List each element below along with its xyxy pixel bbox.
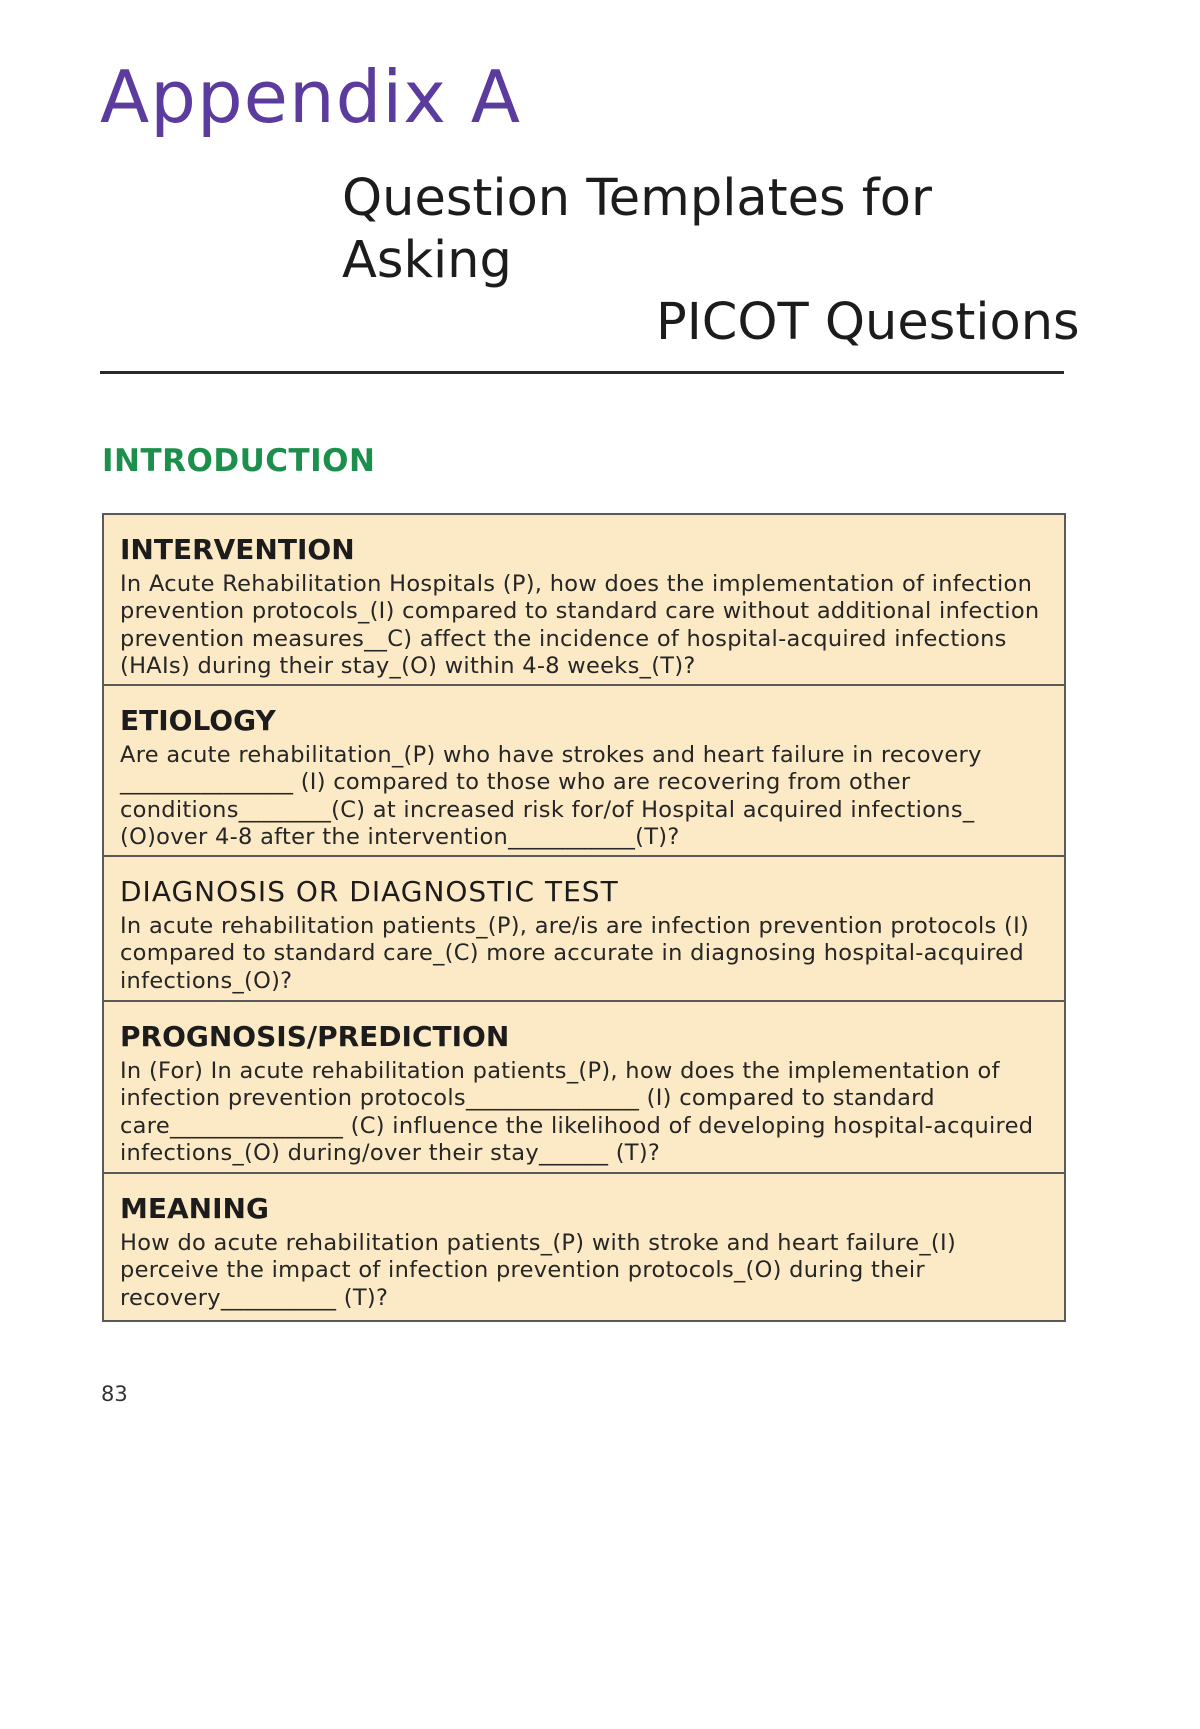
subtitle-line-2: Asking <box>342 231 512 290</box>
template-row-meaning <box>104 1174 1064 1320</box>
appendix-title: Appendix A <box>100 55 522 139</box>
template-text: In acute rehabilitation patients_(P), are/is are infection prevention protocols (I) compared to standard care_(C) more accurate in diagnosing hospital-acquired infections_(O)? <box>120 913 1030 994</box>
page-number: 83 <box>101 1382 128 1406</box>
section-heading-introduction: INTRODUCTION <box>102 443 376 479</box>
template-row-diagnosis <box>104 857 1064 1002</box>
subtitle-line-1: Question Templates for <box>342 169 932 228</box>
template-text: In Acute Rehabilitation Hospitals (P), how does the implementation of infection prevention protocols_(I) compared to standard care without additional infection prevention measures__C) affect the incidence of hospital-acquired infections (HAIs) during their stay_(O) within 4-8 weeks_(T)? <box>120 571 1040 679</box>
template-row-prognosis <box>104 1002 1064 1174</box>
picot-template-table <box>102 513 1066 1322</box>
subtitle-line-3: PICOT Questions <box>656 293 1080 352</box>
template-heading: PROGNOSIS/PREDICTION <box>120 1020 510 1053</box>
template-heading: ETIOLOGY <box>120 704 276 737</box>
template-text: In (For) In acute rehabilitation patients_(P), how does the implementation of infection prevention protocols_______________ (I) compared to standard care_______________ (C) influence the likelihood of developing hospital-acquired infections_(O) during/over their stay______ (T)? <box>120 1058 1034 1166</box>
template-heading: MEANING <box>120 1192 269 1225</box>
template-heading: DIAGNOSIS OR DIAGNOSTIC TEST <box>120 875 619 908</box>
page-subtitle <box>342 168 1142 354</box>
template-text: How do acute rehabilitation patients_(P) with stroke and heart failure_(I) perceive the impact of infection prevention protocols_(O) during their recovery__________ (T)? <box>120 1230 957 1311</box>
template-row-intervention <box>104 515 1064 686</box>
template-heading: INTERVENTION <box>120 533 355 566</box>
title-divider <box>100 371 1064 374</box>
template-row-etiology <box>104 686 1064 857</box>
template-text: Are acute rehabilitation_(P) who have strokes and heart failure in recovery _______________ (I) compared to those who are recovering from other conditions________(C) at increased risk for/of Hospital acquired infections_ (O)over 4-8 after the intervention___________(T)? <box>120 742 982 850</box>
